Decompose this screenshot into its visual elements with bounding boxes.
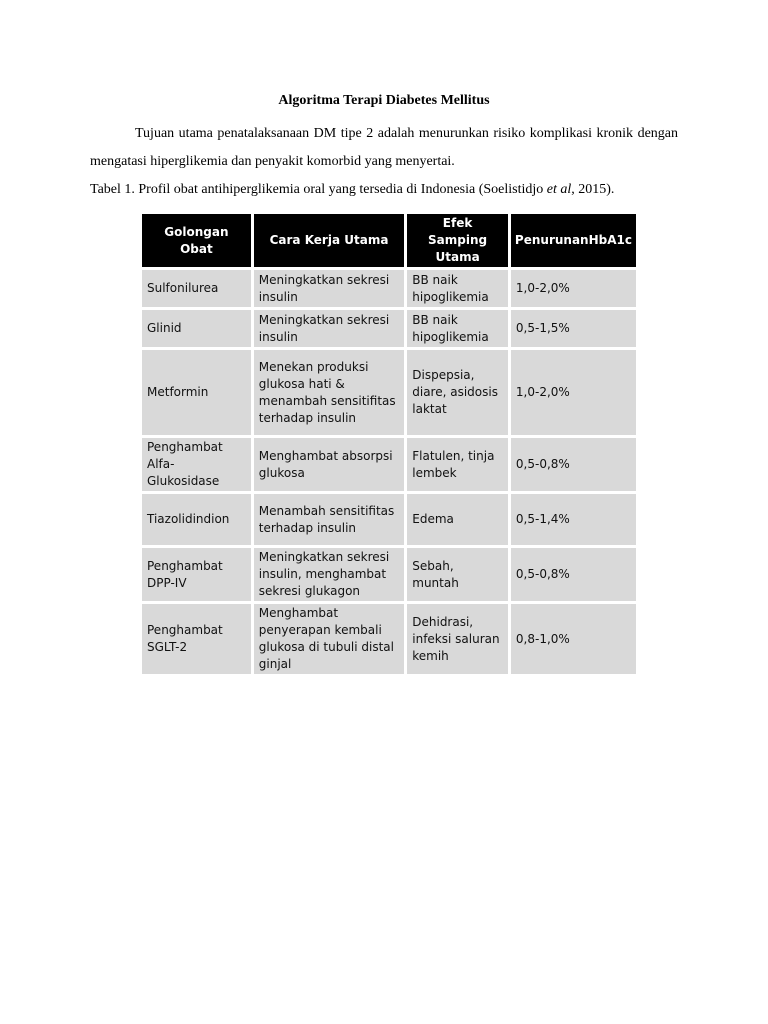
header-drug-class: Golongan Obat bbox=[142, 214, 251, 267]
cell-drug-class: Glinid bbox=[142, 310, 251, 347]
cell-side-effects: BB naik hipoglikemia bbox=[407, 310, 508, 347]
table-header-row bbox=[142, 214, 636, 267]
intro-paragraph: Tujuan utama penatalaksanaan DM tipe 2 adalah menurunkan risiko komplikasi kronik dengan mengatasi hiperglikemia dan penyakit komorbid yang menyertai. bbox=[90, 126, 678, 169]
cell-drug-class: Sulfonilurea bbox=[142, 270, 251, 307]
table-row bbox=[142, 310, 636, 347]
cell-drug-class: Tiazolidindion bbox=[142, 494, 251, 545]
cell-drug-class: Metformin bbox=[142, 350, 251, 435]
header-mechanism: Cara Kerja Utama bbox=[254, 214, 404, 267]
cell-mechanism: Menghambat absorpsi glukosa bbox=[254, 438, 404, 491]
table-row bbox=[142, 604, 636, 674]
cell-hba1c: 1,0-2,0% bbox=[511, 270, 636, 307]
caption-italic-text: et al bbox=[546, 182, 572, 197]
table-row bbox=[142, 350, 636, 435]
cell-mechanism: Menekan produksi glukosa hati & menambah sensitifitas terhadap insulin bbox=[254, 350, 404, 435]
drug-profile-table bbox=[139, 211, 639, 677]
header-hba1c-reduction: PenurunanHbA1c bbox=[511, 214, 636, 267]
cell-side-effects: Flatulen, tinja lembek bbox=[407, 438, 508, 491]
cell-side-effects: Edema bbox=[407, 494, 508, 545]
cell-mechanism: Menambah sensitifitas terhadap insulin bbox=[254, 494, 404, 545]
caption-text: Tabel 1. Profil obat antihiperglikemia oral yang tersedia di Indonesia (Soelistidjo bbox=[90, 182, 547, 197]
cell-hba1c: 0,5-1,5% bbox=[511, 310, 636, 347]
cell-drug-class: Penghambat DPP-IV bbox=[142, 548, 251, 601]
cell-drug-class: Penghambat Alfa-Glukosidase bbox=[142, 438, 251, 491]
cell-mechanism: Menghambat penyerapan kembali glukosa di tubuli distal ginjal bbox=[254, 604, 404, 674]
table-row bbox=[142, 494, 636, 545]
cell-mechanism: Meningkatkan sekresi insulin, menghambat sekresi glukagon bbox=[254, 548, 404, 601]
cell-hba1c: 0,8-1,0% bbox=[511, 604, 636, 674]
header-side-effects: Efek Samping Utama bbox=[407, 214, 508, 267]
cell-mechanism: Meningkatkan sekresi insulin bbox=[254, 270, 404, 307]
table-row bbox=[142, 548, 636, 601]
document-title: Algoritma Terapi Diabetes Mellitus bbox=[278, 93, 490, 108]
cell-side-effects: Dehidrasi, infeksi saluran kemih bbox=[407, 604, 508, 674]
cell-drug-class: Penghambat SGLT-2 bbox=[142, 604, 251, 674]
table-row bbox=[142, 438, 636, 491]
cell-mechanism: Meningkatkan sekresi insulin bbox=[254, 310, 404, 347]
table-caption bbox=[90, 176, 690, 204]
table-row bbox=[142, 270, 636, 307]
cell-hba1c: 0,5-1,4% bbox=[511, 494, 636, 545]
cell-hba1c: 0,5-0,8% bbox=[511, 548, 636, 601]
cell-hba1c: 0,5-0,8% bbox=[511, 438, 636, 491]
caption-year: , 2015). bbox=[571, 182, 615, 197]
cell-side-effects: Dispepsia, diare, asidosis laktat bbox=[407, 350, 508, 435]
cell-side-effects: BB naik hipoglikemia bbox=[407, 270, 508, 307]
cell-side-effects: Sebah, muntah bbox=[407, 548, 508, 601]
cell-hba1c: 1,0-2,0% bbox=[511, 350, 636, 435]
